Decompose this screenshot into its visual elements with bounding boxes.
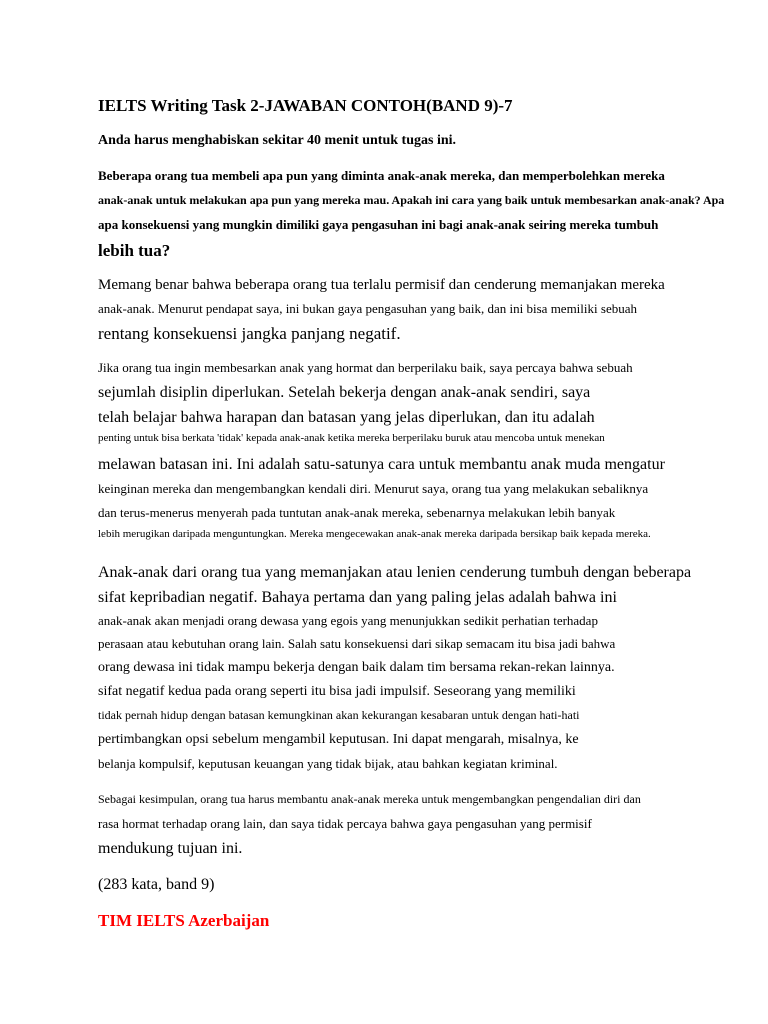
paragraph-2-line: penting untuk bisa berkata 'tidak' kepada anak-anak ketika mereka berperilaku buruk atau mencoba untuk menekan (98, 432, 605, 444)
paragraph-3-line: tidak pernah hidup dengan batasan kemungkinan akan kekurangan kesabaran untuk dengan hati-hati (98, 708, 580, 722)
paragraph-3-line: sifat negatif kedua pada orang seperti itu bisa jadi impulsif. Seseorang yang memiliki (98, 684, 576, 699)
paragraph-2-line: melawan batasan ini. Ini adalah satu-satunya cara untuk membantu anak muda mengatur (98, 456, 665, 473)
paragraph-2-line: keinginan mereka dan mengembangkan kendali diri. Menurut saya, orang tua yang melakukan sebaliknya (98, 481, 649, 496)
word-count: (283 kata, band 9) (98, 876, 215, 893)
prompt-line: apa konsekuensi yang mungkin dimiliki gaya pengasuhan ini bagi anak-anak seiring mereka tumbuh (98, 217, 659, 232)
paragraph-1-line: Memang benar bahwa beberapa orang tua terlalu permisif dan cenderung memanjakan mereka (98, 277, 665, 293)
paragraph-3-line: sifat kepribadian negatif. Bahaya pertama dan yang paling jelas adalah bahwa ini (98, 589, 617, 606)
prompt-line: anak-anak untuk melakukan apa pun yang mereka mau. Apakah ini cara yang baik untuk membesarkan anak-anak? Apa (98, 193, 725, 207)
signature: TIM IELTS Azerbaijan (98, 911, 270, 930)
paragraph-3-line: orang dewasa ini tidak mampu bekerja dengan baik dalam tim bersama rekan-rekan lainnya. (98, 660, 615, 675)
paragraph-3-line: pertimbangkan opsi sebelum mengambil keputusan. Ini dapat mengarah, misalnya, ke (98, 732, 579, 747)
paragraph-2-line: telah belajar bahwa harapan dan batasan yang jelas diperlukan, dan itu adalah (98, 409, 595, 426)
paragraph-3-line: perasaan atau kebutuhan orang lain. Salah satu konsekuensi dari sikap semacam itu bisa jadi bahwa (98, 636, 616, 651)
prompt-line: Beberapa orang tua membeli apa pun yang diminta anak-anak mereka, dan memperbolehkan mereka (98, 168, 665, 183)
task-instruction: Anda harus menghabiskan sekitar 40 menit untuk tugas ini. (98, 133, 457, 148)
paragraph-2-line: Jika orang tua ingin membesarkan anak yang hormat dan berperilaku baik, saya percaya bahwa sebuah (98, 360, 633, 375)
paragraph-1-line: rentang konsekuensi jangka panjang negatif. (98, 324, 401, 343)
paragraph-2-line: lebih merugikan daripada menguntungkan. Mereka mengecewakan anak-anak mereka daripada bersikap baik kepada mereka. (98, 528, 651, 540)
paragraph-4-line: mendukung tujuan ini. (98, 840, 243, 857)
paragraph-4-line: rasa hormat terhadap orang lain, dan saya tidak percaya bahwa gaya pengasuhan yang permisif (98, 816, 592, 831)
document-title: IELTS Writing Task 2-JAWABAN CONTOH(BAND 9)-7 (98, 96, 513, 115)
paragraph-3-line: belanja kompulsif, keputusan keuangan yang tidak bijak, atau bahkan kegiatan kriminal. (98, 756, 558, 771)
paragraph-3-line: Anak-anak dari orang tua yang memanjakan atau lenien cenderung tumbuh dengan beberapa (98, 564, 692, 581)
prompt-line: lebih tua? (98, 241, 171, 260)
paragraph-2-line: dan terus-menerus menyerah pada tuntutan anak-anak mereka, sebenarnya melakukan lebih banyak (98, 505, 616, 520)
paragraph-3-line: anak-anak akan menjadi orang dewasa yang egois yang menunjukkan sedikit perhatian terhadap (98, 613, 598, 628)
paragraph-2-line: sejumlah disiplin diperlukan. Setelah bekerja dengan anak-anak sendiri, saya (98, 384, 591, 401)
paragraph-4-line: Sebagai kesimpulan, orang tua harus membantu anak-anak mereka untuk mengembangkan pengendalian diri dan (98, 792, 641, 806)
paragraph-1-line: anak-anak. Menurut pendapat saya, ini bukan gaya pengasuhan yang baik, dan ini bisa memiliki sebuah (98, 301, 637, 316)
